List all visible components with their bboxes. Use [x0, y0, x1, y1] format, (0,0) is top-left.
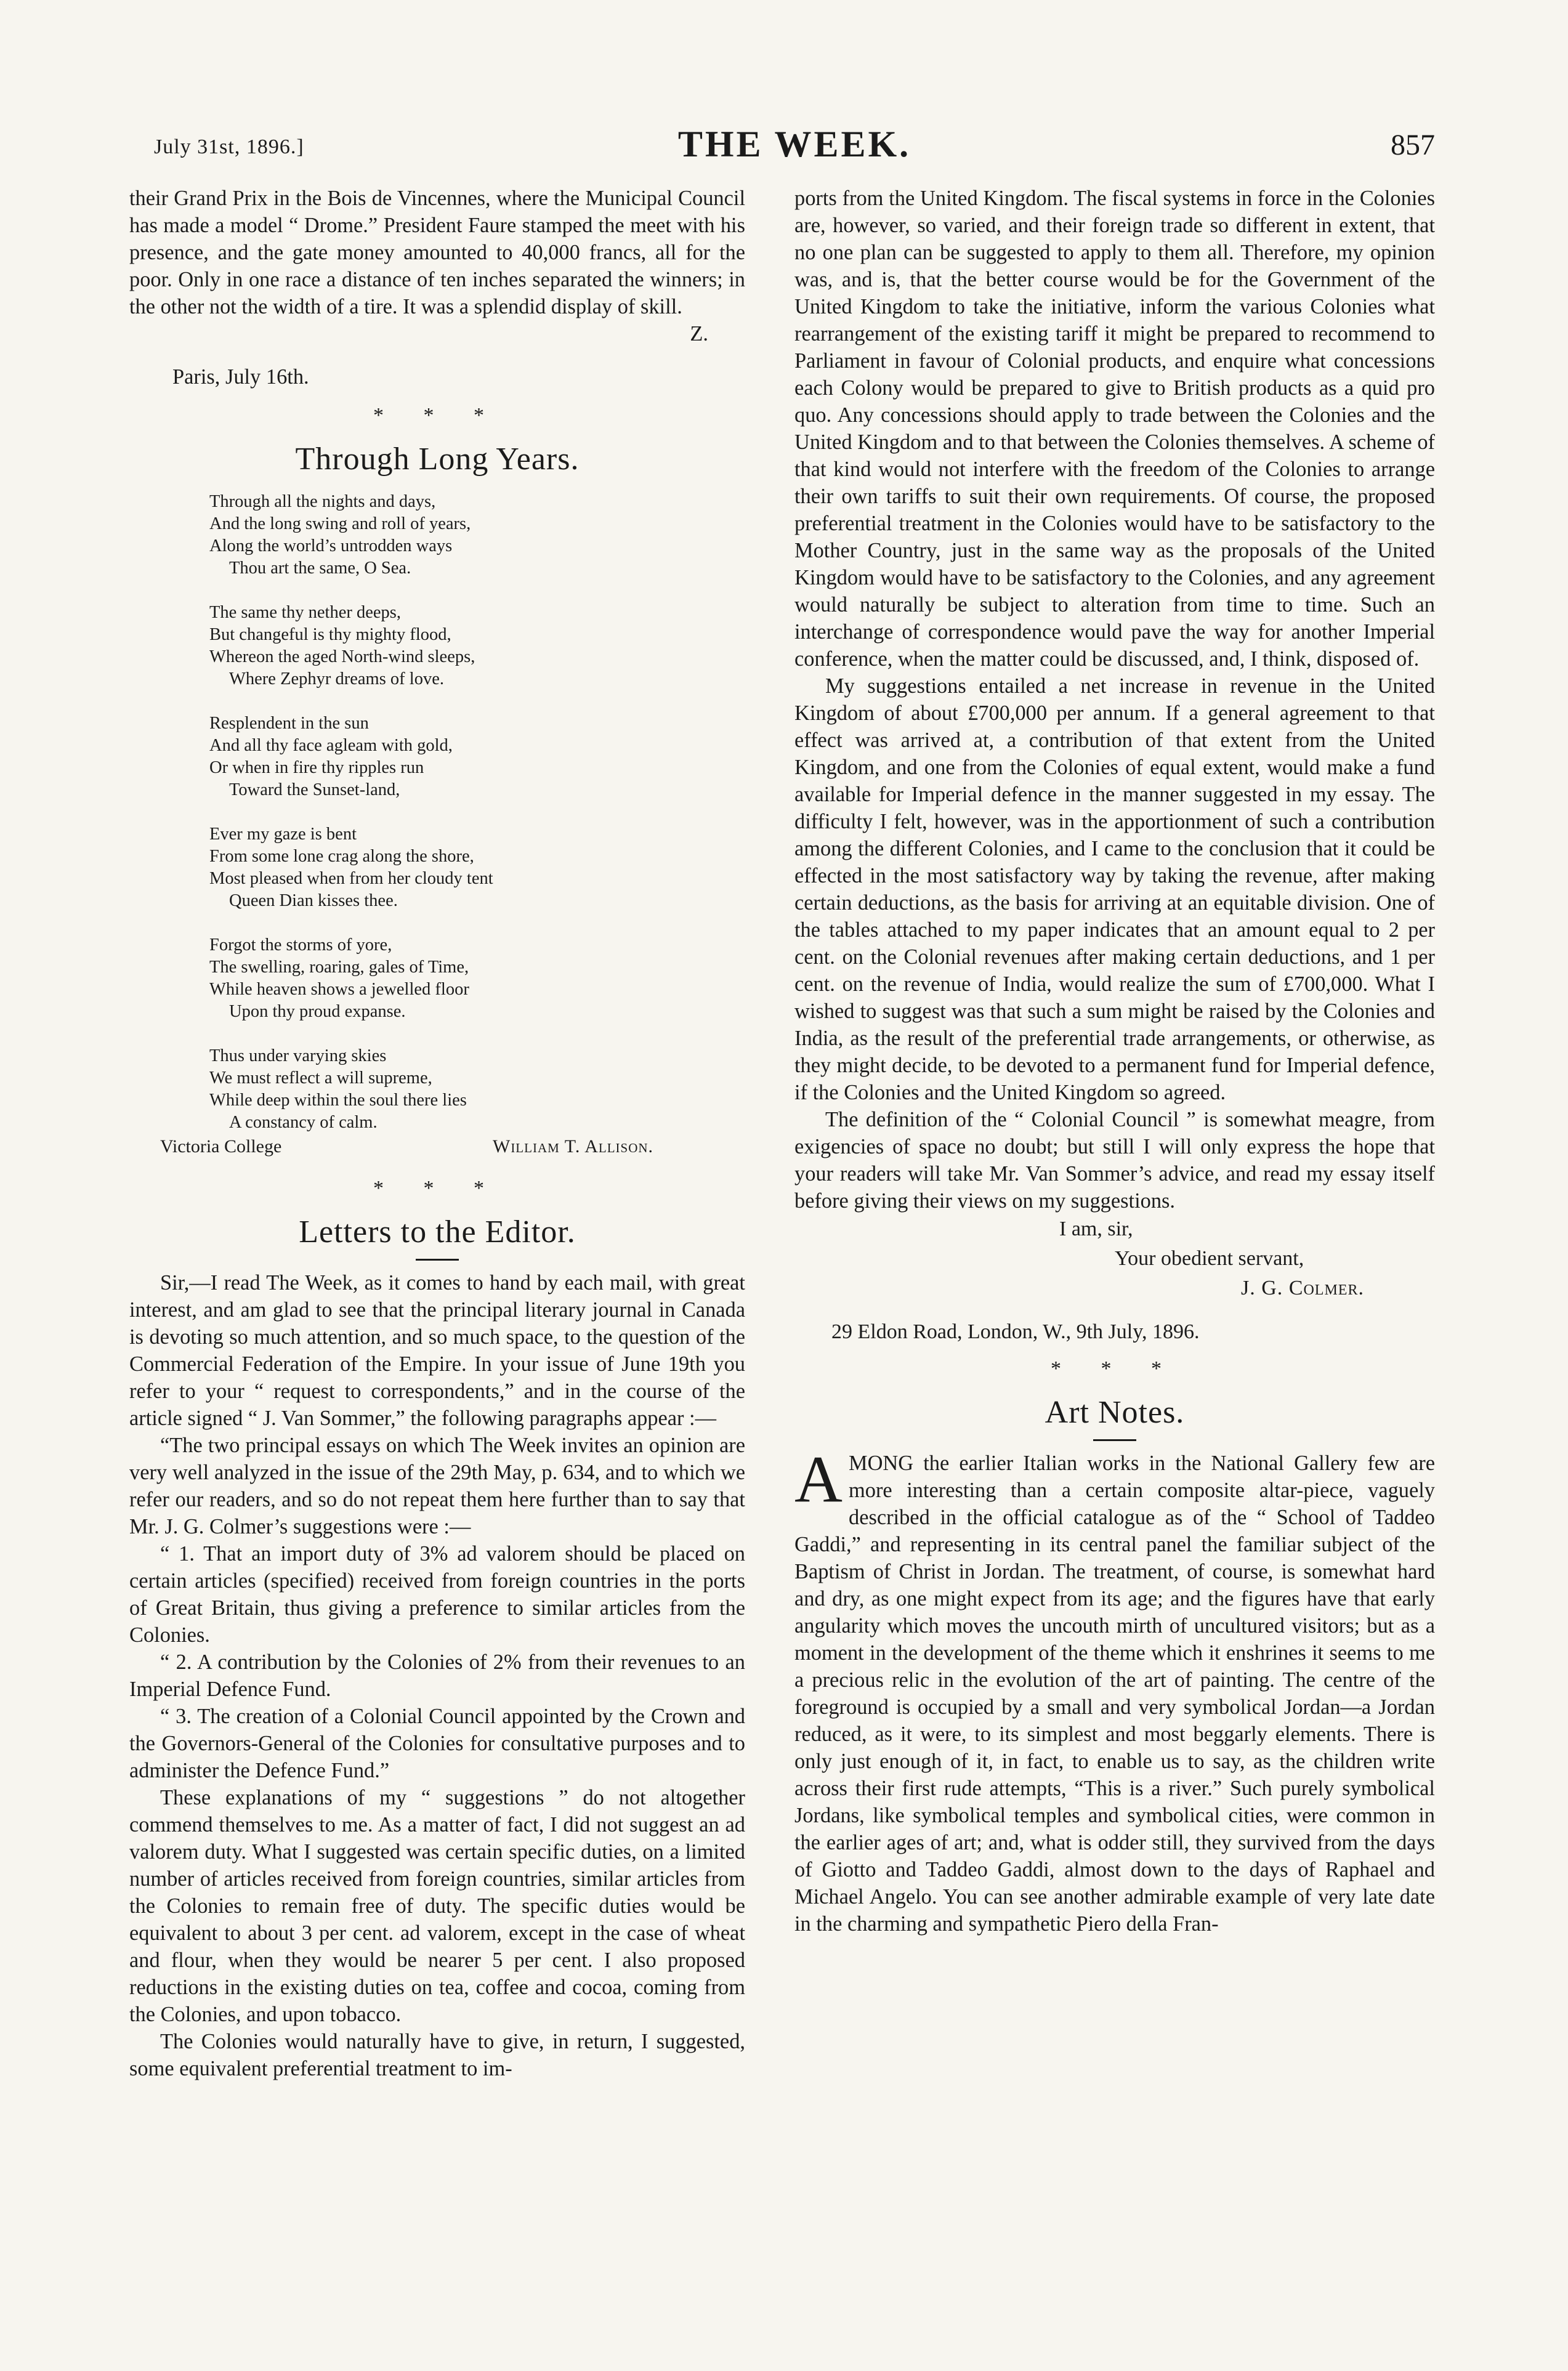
letter-paragraph: ports from the United Kingdom. The fiscal systems in force in the Colonies are, however, so varied, and their foreign trade so different in extent, that no one plan can be suggested to apply to them all. Therefore, my opinion was, and is, that the better course would be for the Government of the United Kingdom to take the initiative, inform the various Colonies what rearrangement of the existing tariff it might be prepared to recommend to Parliament in favour of Colonial products, and enquire what concessions each Colony would be prepared to give to British products as a quid pro quo. Any concessions should apply to trade between the Colonies and the United Kingdom and to that between the Colonies themselves. A scheme of that kind would not interfere with the freedom of the Colonies to arrange their own tariffs to suit their own requirements. Of course, the proposed preferential treatment in the Colonies would have to be satisfactory to the Mother Country, just in the same way as the proposals of the United Kingdom would have to be satisfactory to the Colonies, and any agreement would naturally be subject to alteration from time to time. Such an interchange of correspondence would pave the way for another Imperial conference, when the matter could be discussed, and, I think, disposed of.: [794, 187, 1435, 671]
letter-quote: “ 1. That an import duty of 3% ad valorem should be placed on certain articles (specified) received from foreign countries in the ports of Great Britain, thus giving a preference to similar articles from the Colonies.: [129, 1542, 745, 1647]
poem-line: And the long swing and roll of years,: [209, 514, 471, 533]
letter-address: 29 Eldon Road, London, W., 9th July, 1896.: [831, 1320, 1200, 1343]
poem-line: Upon thy proud expanse.: [229, 1002, 406, 1021]
left-column: [129, 185, 745, 2082]
poem-stanza: [209, 602, 745, 690]
section-divider-stars: * * *: [373, 404, 501, 427]
poem-line: From some lone crag along the shore,: [209, 847, 474, 866]
section-divider-stars: * * *: [373, 1177, 501, 1200]
poem-line: Through all the nights and days,: [209, 492, 436, 511]
drop-cap: A: [794, 1443, 843, 1516]
art-notes-text: MONG the earlier Italian works in the National Gallery few are more interesting than a certain composite altar-piece, vaguely described in the official catalogue as of the “ School of Taddeo Gaddi,” and representing in its central panel the familiar subject of the Baptism of Christ in Jordan. The treatment, of course, is somewhat hard and dry, as one might expect from its age; and the figures have that early angularity which moves the uncouth mirth of uncultured visitors; but as a moment in the development of the theme which it enshrines it seems to me a precious relic in the evolution of the art of painting. The centre of the foreground is occupied by a small and very symbolical Jordan—a Jordan reduced, as it were, to its simplest and most beggarly elements. There is only just enough of it, in fact, to enable us to say, as the children write across their first rude attempts, “This is a river.” Such purely symbolical Jordans, like symbolical temples and symbolical cities, were common in the earlier ages of art; and, what is odder still, they survived from the days of Giotto and Taddeo Gaddi, almost down to the days of Raphael and Michael Angelo. You can see another admirable example of very late date in the charming and sympathetic Piero della Fran-: [794, 1452, 1435, 1936]
poem-line: Most pleased when from her cloudy tent: [209, 869, 493, 888]
section-divider-stars: * * *: [1051, 1357, 1179, 1380]
poem-line: A constancy of calm.: [229, 1113, 378, 1132]
letters-section-title: Letters to the Editor.: [299, 1214, 576, 1250]
page-number: 857: [1391, 129, 1435, 161]
art-notes-title: Art Notes.: [1045, 1395, 1185, 1430]
poem-line: Forgot the storms of yore,: [209, 935, 392, 955]
poem-title: Through Long Years.: [295, 442, 580, 477]
art-notes-paragraph: [794, 1443, 1435, 1937]
poem-credit: [129, 1136, 745, 1163]
poem-line: Or when in fire thy ripples run: [209, 758, 424, 777]
issue-date: July 31st, 1896.]: [154, 135, 304, 158]
letter-paragraph: My suggestions entailed a net increase in revenue in the United Kingdom of about £700,000 per annum. If a general agreement to that effect was arrived at, a contribution of that extent from the United Kingdom, and one from the Colonies of equal extent, would make a fund available for Imperial defence in the manner suggested in my essay. The difficulty I felt, however, was in the apportionment of such a contribution among the different Colonies, and I came to the conclusion that it could be effected in the most satisfactory way by taking the revenue, after making certain deductions, as the basis for arriving at an equitable division. One of the tables attached to my paper indicates that an amount equal to 2 per cent. on the Colonial revenues after making certain deductions, and 1 per cent. on the revenue of India, would realize the sum of £700,000. What I wished to suggest was that such a sum might be raised by the Colonies and India, as the result of the preferential trade arrangements, or otherwise, as they might decide, to be devoted to a permanent fund for Imperial defence, if the Colonies and the United Kingdom so agreed.: [794, 674, 1435, 1104]
poem-line: Toward the Sunset-land,: [229, 780, 400, 799]
letter-quote: “The two principal essays on which The Week invites an opinion are very well analyzed in the issue of the 29th May, p. 634, and to which we refer our readers, and so do not repeat them here further than to say that Mr. J. G. Colmer’s suggestions were :—: [129, 1434, 745, 1538]
poem: [209, 491, 745, 1134]
poem-line: But changeful is thy mighty flood,: [209, 625, 451, 644]
signoff-greeting: I am, sir,: [1059, 1218, 1133, 1240]
poem-line: Whereon the aged North-wind sleeps,: [209, 647, 475, 666]
letter-paragraph: The definition of the “ Colonial Council ” is somewhat meagre, from exigencies of space no doubt; but still I will only express the hope that your readers will take Mr. Van Sommer’s advice, and read my essay itself before giving their views on my suggestions.: [794, 1108, 1435, 1213]
letter-quote: “ 3. The creation of a Colonial Council appointed by the Crown and the Governors-General of the Colonies for consultative purposes and to administer the Defence Fund.”: [129, 1705, 745, 1782]
letter-paragraph: These explanations of my “ suggestions ” do not altogether commend themselves to me. As a matter of fact, I did not suggest an ad valorem duty. What I suggested was certain specific duties, on a limited number of articles received from foreign countries, similar articles from the Colonies to remain free of duty. The specific duties would be equivalent to about 3 per cent. ad valorem, except in the case of wheat and flour, when they would be nearer 5 per cent. I also proposed reductions in the existing duties on tea, coffee and cocoa, coming from the Colonies, and upon tobacco.: [129, 1786, 745, 2026]
signoff-closing: Your obedient servant,: [1115, 1247, 1304, 1270]
signature-z: Z.: [690, 322, 708, 345]
poem-line: While deep within the soul there lies: [209, 1091, 467, 1110]
poem-line: The swelling, roaring, gales of Time,: [209, 958, 469, 977]
poem-line: While heaven shows a jewelled floor: [209, 980, 469, 999]
poem-line: Thus under varying skies: [209, 1046, 387, 1065]
poem-line: The same thy nether deeps,: [209, 603, 402, 622]
poem-stanza: [209, 934, 745, 1023]
right-column: [794, 185, 1435, 1937]
letter-paragraph: Sir,—I read The Week, as it comes to hand by each mail, with great interest, and am glad to see that the principal literary journal in Canada is devoting so much attention, and so much space, to the question of the Commercial Federation of the Empire. In your issue of June 19th you refer to your “ request to correspondents,” and in the course of the article signed “ J. Van Sommer,” the following paragraphs appear :—: [129, 1271, 745, 1430]
dateline-paris: Paris, July 16th.: [172, 365, 309, 389]
poem-line: Along the world’s untrodden ways: [209, 536, 453, 555]
letter-paragraph: The Colonies would naturally have to give, in return, I suggested, some equivalent preferential treatment to im-: [129, 2030, 745, 2080]
title-rule: [416, 1259, 459, 1261]
page-header: [154, 123, 1435, 172]
poem-line: Queen Dian kisses thee.: [229, 891, 398, 910]
poem-stanza: [209, 1045, 745, 1134]
title-rule: [1093, 1439, 1136, 1441]
poem-line: Thou art the same, O Sea.: [229, 559, 411, 578]
poem-line: Where Zephyr dreams of love.: [229, 669, 444, 689]
poem-line: And all thy face agleam with gold,: [209, 736, 453, 755]
poem-line: Ever my gaze is bent: [209, 825, 357, 844]
journal-title: THE WEEK.: [677, 124, 911, 164]
poem-stanza: [209, 491, 745, 580]
letter-signoff: [794, 1214, 1435, 1303]
poem-stanza: [209, 713, 745, 801]
poem-stanza: [209, 823, 745, 912]
poem-college: Victoria College: [160, 1136, 282, 1157]
paris-letter-end: their Grand Prix in the Bois de Vincennes, where the Municipal Council has made a model “ Drome.” President Faure stamped the meet with his presence, and the gate money amounted to 40,000 francs, all for the poor. Only in one race a distance of ten inches separated the winners; in the other not the width of a tire. It was a splendid display of skill.: [129, 187, 745, 318]
letter-quote: “ 2. A contribution by the Colonies of 2% from their revenues to an Imperial Defence Fund.: [129, 1650, 745, 1701]
poem-author: William T. Allison.: [493, 1136, 654, 1157]
signoff-name: J. G. Colmer.: [1241, 1277, 1364, 1299]
poem-line: Resplendent in the sun: [209, 714, 369, 733]
poem-line: We must reflect a will supreme,: [209, 1068, 432, 1088]
